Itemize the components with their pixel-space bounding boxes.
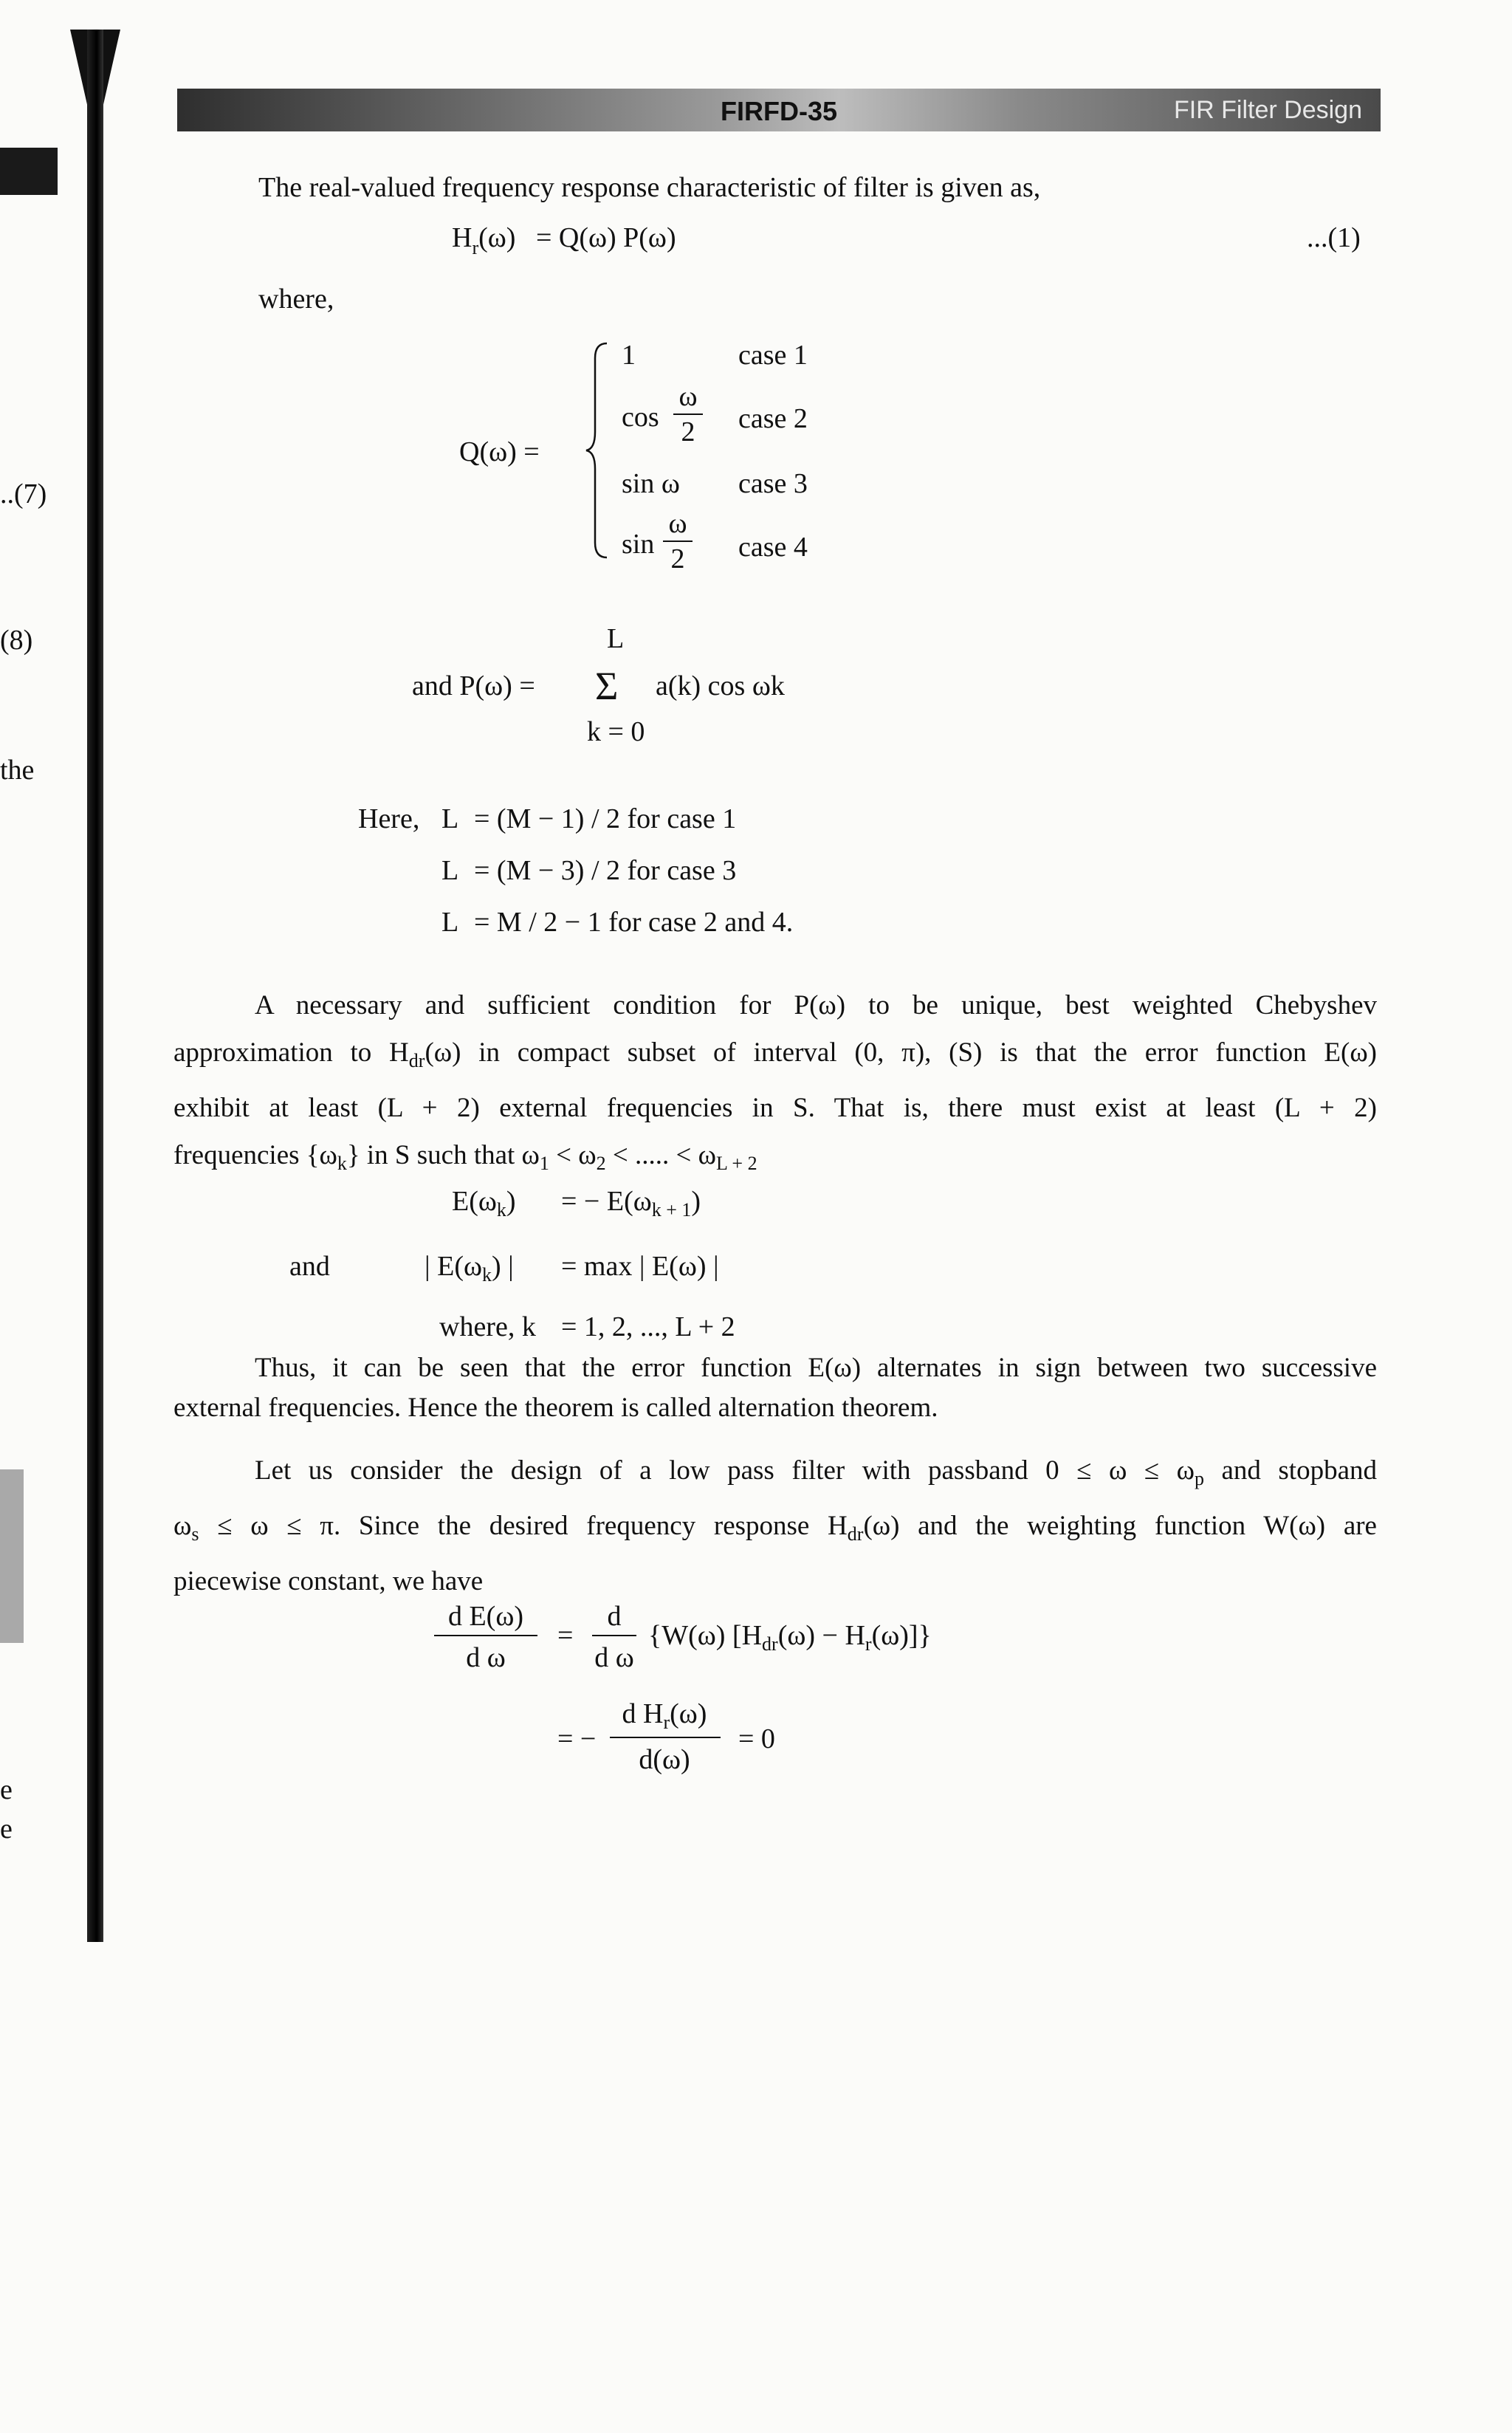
binding-edge [87, 30, 103, 1942]
intro-text: The real-valued frequency response characteristic of filter is given as, [258, 172, 1041, 203]
chapter-label: FIR Filter Design [1173, 96, 1362, 124]
paragraph-lowpass [173, 1447, 1377, 1605]
para-line: A necessary and sufficient condition for P(ω) to be unique, best weighted Chebyshev [255, 990, 1377, 1020]
deriv-body: {W(ω) $[H_{dr}(\omega) - H_r(\omega)]$} [648, 1620, 932, 1655]
q-case3-expr: sin ω [622, 468, 680, 499]
and-label: and [289, 1251, 330, 1282]
thumb-tab [0, 148, 58, 195]
q-case4-num: ω [668, 508, 687, 539]
q-case1-label: case 1 [738, 340, 808, 371]
p-lhs: and P(ω) = [412, 670, 535, 701]
q-case2-expr: cos [622, 402, 659, 433]
para-line: $\omega_s \le \omega \le \pi$. Since the desired frequency response $H_{dr}(\omega)$ and the weighting function W(ω) are [173, 1511, 1377, 1545]
sigma-icon: Σ [595, 664, 619, 708]
fraction-bar [610, 1737, 721, 1738]
deriv-den3: d(ω) [639, 1744, 690, 1775]
margin-shade [0, 1469, 24, 1643]
equation-1: $H_r(\omega) = Q(\omega)$ P(ω) [452, 222, 676, 258]
here-lhs: L [441, 803, 459, 834]
equation-number: ...(1) [1307, 222, 1361, 253]
para-line: Thus, it can be seen that the error function E(ω) alternates in sign between two successive [255, 1353, 1377, 1383]
q-case2-label: case 2 [738, 403, 808, 434]
deriv-eq2: = − [557, 1723, 597, 1754]
q-case3-label: case 3 [738, 468, 808, 499]
alt-eq-b-rhs: = max | E(ω) | [561, 1251, 719, 1282]
deriv-num1: d E(ω) [447, 1601, 524, 1632]
here-rhs: = (M − 1) / 2 for case 1 [474, 803, 737, 834]
q-case1-expr: 1 [622, 340, 636, 371]
margin-text: the [0, 755, 35, 786]
alt-eq-b-lhs: | $E(\omega_k)$ | [425, 1251, 514, 1286]
here-rhs: = (M − 3) / 2 for case 3 [474, 855, 737, 886]
running-header [177, 89, 1381, 131]
fraction-bar [592, 1635, 636, 1636]
para-line: approximation to $H_{dr}(\omega)$ in compact subset of interval (0, π), (S) is that the error function E(ω) [173, 1037, 1377, 1071]
margin-text: e [0, 1774, 13, 1805]
deriv-den1: d ω [466, 1642, 506, 1673]
deriv-eq: = [557, 1620, 574, 1651]
where-label: where, [258, 284, 334, 315]
para-line: exhibit at least (L + 2) external frequencies in S. That is, there must exist at least (L + 2) [173, 1093, 1377, 1123]
q-case2-den: 2 [681, 416, 695, 447]
paragraph-alternation [173, 1348, 1377, 1428]
para-line: piecewise constant, we have [173, 1566, 484, 1596]
para-line: external frequencies. Hence the theorem is called alternation theorem. [173, 1393, 938, 1423]
margin-ref: (8) [0, 625, 33, 656]
q-lhs: Q(ω) = [459, 436, 540, 467]
q-case4-expr: sin [622, 529, 655, 560]
paragraph-condition [173, 982, 1377, 1187]
q-case4-label: case 4 [738, 532, 808, 563]
here-lhs: L [441, 907, 459, 938]
para-line: Let us consider the design of a low pass filter with passband $0 \le \omega \le \omega_p$ and stopband [255, 1455, 1377, 1489]
q-case4-den: 2 [670, 543, 685, 574]
here-lhs: L [441, 855, 459, 886]
deriv-tail: = 0 [738, 1723, 775, 1754]
fraction-bar [663, 541, 693, 542]
page-number: FIRFD-35 [720, 96, 837, 126]
sum-lower: k = 0 [587, 716, 645, 747]
where-k: where, k [439, 1311, 536, 1342]
deriv-num3: d $H_r(\omega)$ [622, 1698, 707, 1733]
margin-text: e [0, 1813, 13, 1845]
here-rhs: = M / 2 − 1 for case 2 and 4. [474, 907, 794, 938]
sum-upper: L [607, 623, 625, 654]
para-line: frequencies $\{\omega_k\}$ in S such that $\omega_1 < \omega_2$ < ..... < $\omega_{L + 2}$ [173, 1140, 757, 1174]
where-k-rhs: = 1, 2, ..., L + 2 [561, 1311, 735, 1342]
p-body: a(k) cos ωk [656, 670, 785, 701]
brace-icon [585, 340, 614, 561]
alt-eq-a-rhs: = − $E(\omega_{k + 1})$ [561, 1186, 701, 1221]
q-case2-num: ω [678, 381, 698, 412]
deriv-den2: d ω [594, 1642, 634, 1673]
deriv-num2: d [607, 1601, 622, 1632]
fraction-bar [673, 413, 703, 415]
alt-eq-a-lhs: $E(\omega_k)$ [452, 1186, 516, 1221]
here-label: Here, [358, 803, 420, 834]
margin-ref: ..(7) [0, 478, 47, 509]
fraction-bar [434, 1635, 537, 1636]
